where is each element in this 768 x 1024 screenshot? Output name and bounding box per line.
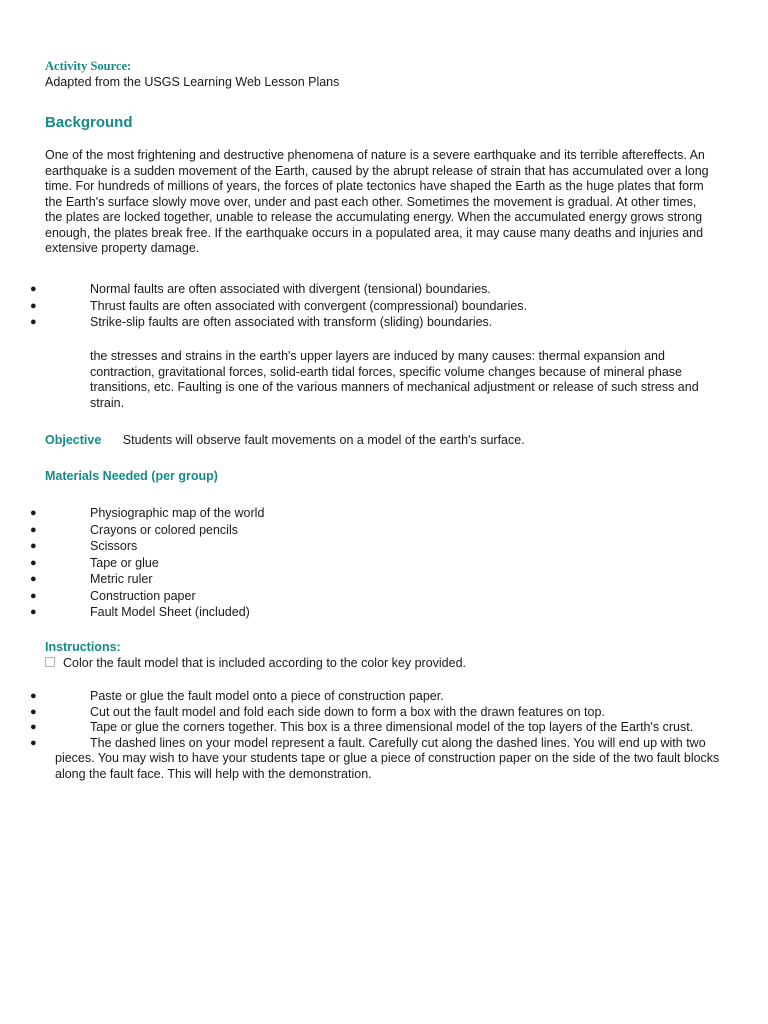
background-paragraph: One of the most frightening and destructive phenomena of nature is a severe earthquake and its terrible aftereffects. An earthquake is a sudden movement of the Earth, caused by the abrupt release of strain that has accumulated over a long time. For hundreds of millions of years, the forces of plate tectonics have shaped the Earth as the huge plates that form the Earth's surface slowly move over, under and past each other. Sometimes the movement is gradual. At other times, the plates are locked together, unable to release the accumulating energy. When the accumulated energy grows strong enough, the plates break free. If the earthquake occurs in a populated area, it may cause many deaths and injuries and extensive property damage. [45, 148, 709, 255]
list-item [0, 605, 768, 622]
objective-text: Students will observe fault movements on a model of the earth's surface. [122, 433, 525, 447]
checkbox-icon [45, 657, 55, 667]
activity-source-text: Adapted from the USGS Learning Web Lesson Plans [45, 75, 340, 89]
instructions-heading: Instructions: [45, 640, 121, 654]
list-item-text: Scissors [90, 539, 138, 553]
list-item [0, 556, 768, 573]
objective-row [45, 433, 525, 449]
list-item-text: Physiographic map of the world [90, 506, 265, 520]
list-item [0, 736, 768, 783]
list-item [0, 282, 768, 299]
list-item [0, 523, 768, 540]
bullet-icon: ● [30, 705, 37, 718]
first-step-text: Color the fault model that is included according to the color key provided. [63, 656, 467, 670]
bullet-icon: ● [30, 299, 37, 312]
bullet-icon: ● [30, 540, 37, 552]
objective-label: Objective [45, 433, 102, 447]
list-item [0, 589, 768, 606]
bullet-icon: ● [30, 606, 37, 618]
list-item-text: Metric ruler [90, 572, 153, 586]
list-item-text: Tape or glue the corners together. This box is a three dimensional model of the top layers of the Earth's crust. [90, 720, 694, 734]
list-item [0, 720, 768, 736]
stress-strain-paragraph: the stresses and strains in the earth's upper layers are induced by many causes: thermal expansion and contraction, gravitational forces, solid-earth tidal forces, specific volume changes because of mineral phase transitions, etc. Faulting is one of the various manners of mechanical adjustment or release of such stress and strain. [90, 349, 699, 410]
activity-source-label: Activity Source: [45, 59, 132, 73]
list-item [0, 705, 768, 721]
list-item-text: Strike-slip faults are often associated with transform (sliding) boundaries. [90, 315, 493, 329]
materials-heading: Materials Needed (per group) [45, 469, 218, 483]
list-item [0, 315, 768, 332]
bullet-icon: ● [30, 690, 37, 702]
bullet-icon: ● [30, 283, 37, 295]
list-item-text: Tape or glue [90, 555, 159, 570]
list-item-text: Thrust faults are often associated with convergent (compressional) boundaries. [90, 298, 528, 313]
bullet-icon: ● [30, 589, 37, 602]
list-item-text: Normal faults are often associated with divergent (tensional) boundaries. [90, 282, 491, 296]
list-item-text: Construction paper [90, 588, 196, 603]
list-item-text: Crayons or colored pencils [90, 522, 238, 537]
list-item [0, 689, 768, 705]
list-item [0, 506, 768, 523]
list-item-text: The dashed lines on your model represent a fault. Carefully cut along the dashed lines. You will end up with two pieces. You may wish to have your students tape or glue a piece of construction paper on the side of the two fault blocks along the fault face. This will help with the demonstration. [55, 735, 720, 781]
instructions-list [0, 689, 768, 782]
bullet-icon: ● [30, 736, 37, 749]
materials-list [0, 506, 768, 622]
list-item-text: Paste or glue the fault model onto a piece of construction paper. [90, 689, 444, 703]
bullet-icon: ● [30, 523, 37, 536]
bullet-icon: ● [30, 721, 37, 733]
list-item-text: Cut out the fault model and fold each side down to form a box with the drawn features on top. [90, 704, 605, 719]
list-item [0, 572, 768, 589]
bullet-icon: ● [30, 316, 37, 328]
fault-types-list [0, 282, 768, 332]
bullet-icon: ● [30, 507, 37, 519]
bullet-icon: ● [30, 556, 37, 569]
list-item [0, 539, 768, 556]
instructions-first-step [45, 656, 466, 672]
list-item-text: Fault Model Sheet (included) [90, 605, 250, 619]
bullet-icon: ● [30, 573, 37, 585]
list-item [0, 299, 768, 316]
background-heading: Background [45, 114, 133, 131]
